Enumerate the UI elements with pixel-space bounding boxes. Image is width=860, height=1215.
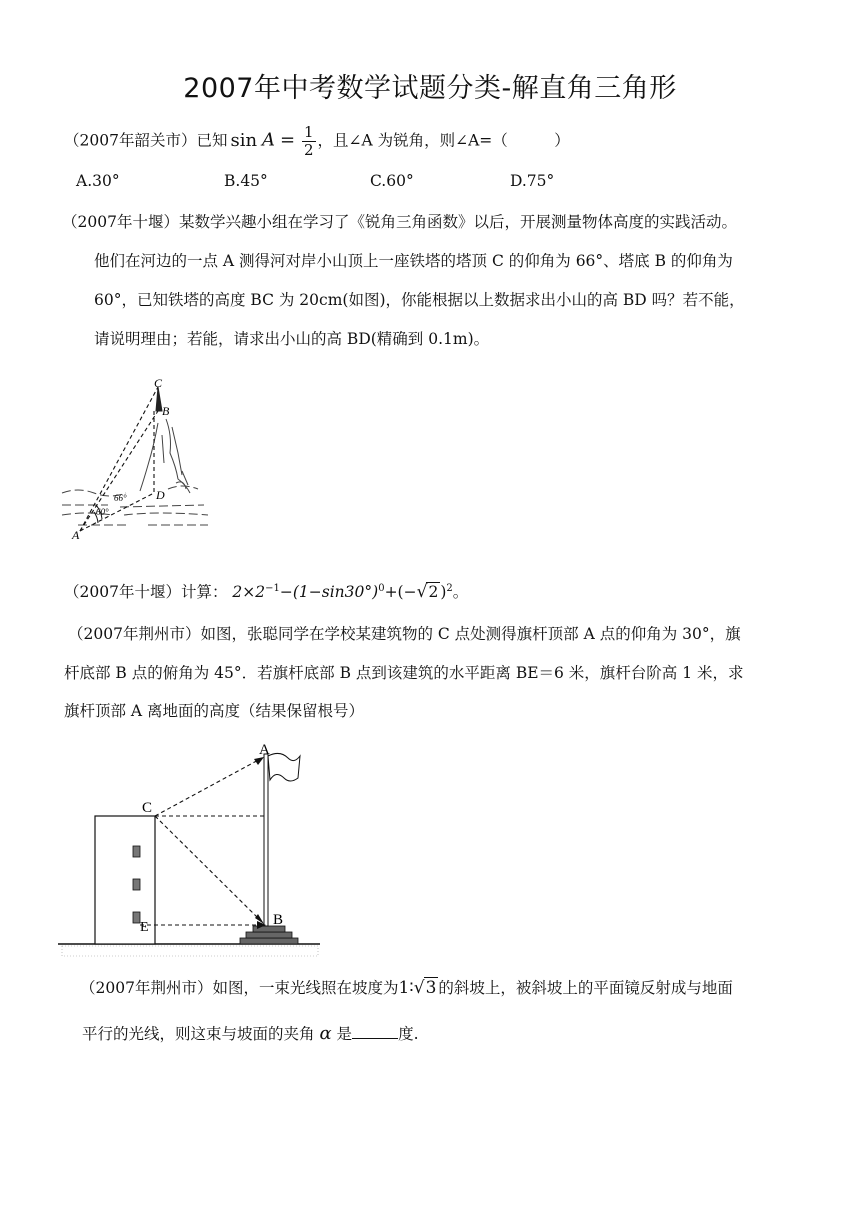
q1-numerator: 1 — [303, 123, 314, 141]
page-title: 2007年中考数学试题分类-解直角三角形 — [183, 73, 677, 104]
q1-sin: sin — [230, 129, 258, 151]
ground-hatch — [62, 946, 318, 956]
label-angle-66: 66° — [114, 493, 127, 503]
label-d: D — [156, 488, 165, 502]
q2-line4: 请说明理由；若能，请求出小山的高 BD(精确到 0.1m)。 — [94, 330, 490, 348]
q1-eq: = — [279, 129, 296, 151]
q5-line2 — [82, 1022, 419, 1044]
q1-option-a: A.30° — [76, 172, 120, 190]
arrow-a — [254, 757, 264, 765]
q5-alpha: α — [319, 1023, 332, 1044]
label-c: C — [154, 376, 163, 390]
label-a: A — [259, 742, 270, 758]
answer-blank[interactable] — [352, 1026, 398, 1039]
q4-line2: 杆底部 B 点的俯角为 45°．若旗杆底部 B 点到该建筑的水平距离 BE＝6 米，旗杆台阶高 1 米，求 — [64, 664, 744, 682]
label-b: B — [162, 404, 170, 418]
label-angle-60: 60° — [96, 507, 109, 517]
flag — [268, 753, 300, 781]
label-b: B — [273, 912, 284, 928]
q1-var: A — [262, 129, 275, 151]
step-2 — [246, 932, 292, 938]
mountain-outline — [140, 419, 190, 493]
q5-text-pre: 如图，一束光线照在坡度为 — [212, 979, 399, 997]
mountain-tower-figure — [58, 375, 218, 545]
q4-source: （2007年荆州市） — [68, 625, 201, 643]
water-lines — [62, 486, 208, 525]
q3-exp1: −1 — [265, 582, 280, 594]
q1-option-d: D.75° — [510, 172, 555, 190]
flagpole-figure — [58, 738, 328, 964]
q3-expr-a: 2×2 — [232, 583, 266, 601]
q3-source: （2007年十堰） — [64, 583, 181, 601]
flagpole — [264, 754, 268, 926]
q3-exp2: 2 — [446, 582, 453, 594]
q3-expr-c: +(− — [384, 583, 417, 601]
q4-line3: 旗杆顶部 A 离地面的高度（结果保留根号） — [64, 702, 365, 720]
step-1 — [240, 938, 298, 944]
q2-line1: 某数学兴趣小组在学习了《锐角三角函数》以后，开展测量物体高度的实践活动。 — [178, 213, 737, 231]
label-a: A — [72, 528, 80, 542]
q3-expr-b: −(1−sin30°) — [279, 583, 379, 601]
q3-text: 计算： — [180, 583, 228, 601]
sight-lines — [80, 387, 158, 531]
q2-line2: 他们在河边的一点 A 测得河对岸小山顶上一座铁塔的塔顶 C 的仰角为 66°、塔底 B 的仰角为 — [94, 252, 733, 270]
sight-lines — [140, 758, 264, 925]
question-5: （2007年荆州市）如图，一束光线照在坡度为1∶√3 的斜坡上，被斜坡上的平面镜反射成与地面 — [80, 978, 733, 998]
q4-line1: 如图，张聪同学在学校某建筑物的 C 点处测得旗杆顶部 A 点的仰角为 30°，旗 — [200, 625, 741, 643]
q5-ratio: 1∶ — [398, 978, 414, 998]
q5-source: （2007年荆州市） — [80, 979, 213, 997]
window-1 — [133, 846, 140, 857]
window-2 — [133, 879, 140, 890]
q1-source: （2007年韶关市） — [64, 131, 197, 150]
q3-radicand: 2 — [428, 583, 439, 601]
question-1 — [64, 124, 570, 159]
q3-exp0: 0 — [378, 582, 385, 594]
q5-line2-pre: 平行的光线，则这束与坡面的夹角 — [82, 1025, 315, 1043]
q1-option-c: C.60° — [370, 172, 414, 190]
question-3: （2007年十堰）计算： $2\times 2^{-1}-(1-\sin 30^\circ)^0+(-√2$ )$^2$。 — [64, 582, 469, 602]
q5-line2-mid: 是 — [336, 1025, 353, 1043]
question-4 — [68, 622, 741, 644]
q1-option-b: B.45° — [224, 172, 268, 190]
q3-expr-d: ) — [440, 583, 447, 601]
label-e: E — [140, 920, 149, 935]
q1-denominator: 2 — [303, 141, 314, 159]
q3-end: 。 — [452, 583, 469, 601]
question-2 — [62, 210, 737, 232]
q5-radicand: 3 — [425, 978, 437, 998]
q5-text-post: 的斜坡上，被斜坡上的平面镜反射成与地面 — [438, 979, 733, 997]
q1-text-post: ，且∠A 为锐角，则∠A=（ ） — [317, 131, 570, 150]
window-3 — [133, 912, 140, 923]
q1-fraction — [302, 124, 316, 159]
label-c: C — [142, 800, 153, 816]
q2-line3: 60°，已知铁塔的高度 BC 为 20cm(如图)，你能根据以上数据求出小山的高 BD 吗？若不能， — [94, 291, 745, 309]
q2-source: （2007年十堰） — [62, 213, 179, 231]
q5-line2-post: 度. — [398, 1025, 419, 1043]
q1-text-pre: 已知 — [196, 131, 228, 150]
